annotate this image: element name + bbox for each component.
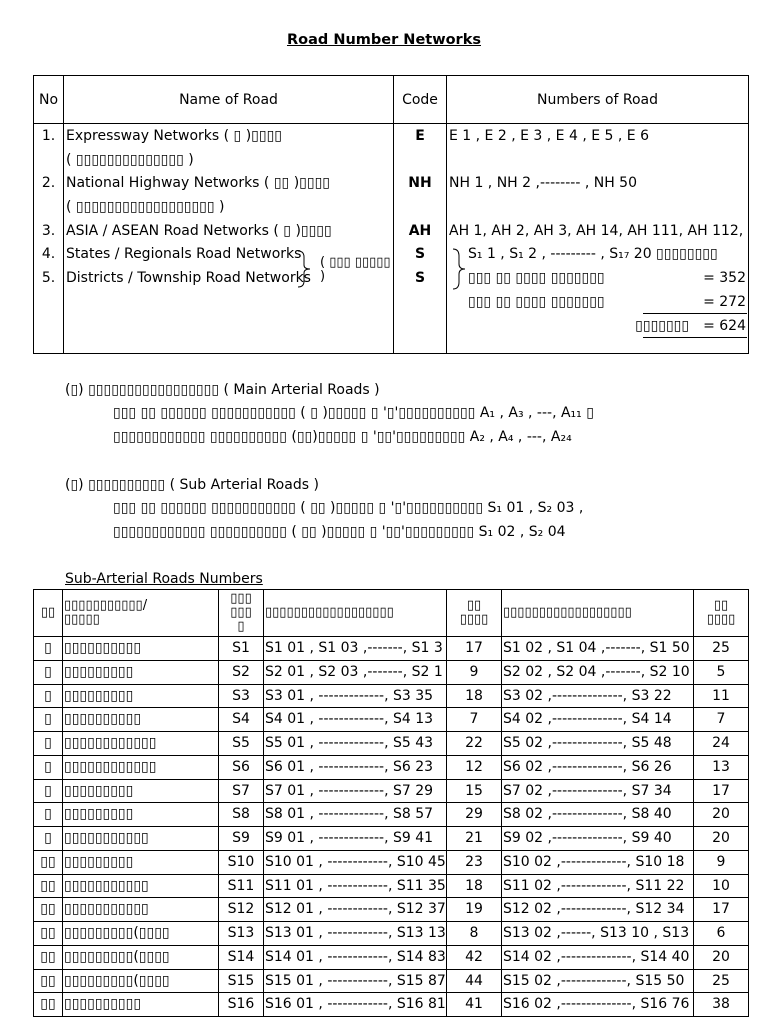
cell-even: S14 02 ,--------------, S14 40 (502, 945, 694, 969)
cell-name: ▯▯▯▯▯▯▯▯▯(▯▯▯▯ (63, 922, 219, 946)
table-row (34, 732, 749, 756)
cell-name: ▯▯▯▯▯▯▯▯▯ (63, 850, 219, 874)
cell-odd: S6 01 , -------------, S6 23 (264, 755, 447, 779)
subtotal-value: = 272 (703, 293, 746, 310)
cell-odd: S5 01 , -------------, S5 43 (264, 732, 447, 756)
road-no: 2. (41, 175, 56, 192)
cell-odd: S13 01 , ------------, S13 13 (264, 922, 447, 946)
cell-code: S13 (219, 922, 264, 946)
header-text: ▯▯▯▯▯ (64, 612, 100, 627)
road-name: ASIA / ASEAN Road Networks ( ▯ )▯▯▯▯ (66, 222, 332, 239)
cell-code: S16 (219, 993, 264, 1017)
cell-code: S15 (219, 969, 264, 993)
cell-odd: S16 01 , ------------, S16 81 (264, 993, 447, 1017)
blank-line (34, 315, 63, 339)
cell-no: ▯ (34, 827, 63, 851)
cell-no: ▯▯ (34, 850, 63, 874)
blank-line (394, 196, 446, 220)
header-text: ▯▯▯ (230, 605, 252, 620)
header-code (219, 590, 264, 637)
cell-even-count: 11 (694, 684, 749, 708)
cell-even-count: 5 (694, 660, 749, 684)
cell-even: S13 02 ,------, S13 10 , S13 (502, 922, 694, 946)
cell-no: ▯ (34, 732, 63, 756)
table-row (34, 779, 749, 803)
cell-no: ▯▯ (34, 945, 63, 969)
cell-odd-count: 17 (447, 637, 502, 661)
cell-code: S8 (219, 803, 264, 827)
cell-even-count: 7 (694, 708, 749, 732)
cell-name: ▯▯▯▯▯▯▯▯▯▯▯ (63, 898, 219, 922)
total-line (447, 315, 748, 339)
header-text: ▯▯▯▯▯▯▯▯▯▯▯▯▯▯▯▯▯▯ (265, 605, 394, 620)
cell-even: S11 02 ,-------------, S11 22 (502, 874, 694, 898)
cell-odd-count: 18 (447, 684, 502, 708)
cell-name: ▯▯▯▯▯▯▯▯▯ (63, 684, 219, 708)
header-text: ▯▯▯ (230, 591, 252, 606)
document-title: Road Number Networks (286, 32, 481, 48)
road-code: AH (408, 222, 432, 239)
road-no: 5. (41, 270, 56, 287)
cell-no: ▯ (34, 637, 63, 661)
cell-even-count: 17 (694, 898, 749, 922)
cell-code: S12 (219, 898, 264, 922)
road-code: S (414, 246, 426, 263)
road-name: ( ▯▯▯▯▯▯▯▯▯▯▯▯▯▯▯▯▯▯ ) (66, 199, 225, 216)
road-numbers: S₁ 1 , S₁ 2 , --------- , S₁₇ 20 ▯▯▯▯▯▯▯▯ (468, 246, 718, 263)
cell-no: ▯▯ (34, 874, 63, 898)
cell-no: ▯ (34, 660, 63, 684)
header-even-numbers (502, 590, 694, 637)
cell-even-count: 9 (694, 850, 749, 874)
cell-no: ▯ (34, 779, 63, 803)
cell-code: S9 (219, 827, 264, 851)
cell-name: ▯▯▯▯▯▯▯▯▯(▯▯▯▯ (63, 945, 219, 969)
cell-odd-count: 15 (447, 779, 502, 803)
sub-arterial-line: ▯▯▯ ▯▯ ▯▯▯▯▯▯ ▯▯▯▯▯▯▯▯▯▯▯ ( ▯▯ )▯▯▯▯▯ ▯ '▯'▯▯▯▯▯▯▯▯▯▯ S₁ 01 , S₂ 03 , (113, 500, 584, 516)
sub-arterial-header-row (34, 590, 749, 637)
cell-code: S1 (219, 637, 264, 661)
table-row (34, 684, 749, 708)
road-networks-header-row (34, 76, 749, 124)
road-name: National Highway Networks ( ▯▯ )▯▯▯▯ (66, 175, 330, 192)
sub-arterial-numbers-table (33, 589, 749, 1017)
cell-odd-count: 19 (447, 898, 502, 922)
cell-even-count: 24 (694, 732, 749, 756)
cell-name: ▯▯▯▯▯▯▯▯▯ (63, 803, 219, 827)
header-even-count (694, 590, 749, 637)
cell-even: S1 02 , S1 04 ,-------, S1 50 (502, 637, 694, 661)
table-row (34, 945, 749, 969)
table-row (34, 850, 749, 874)
cell-odd: S8 01 , -------------, S8 57 (264, 803, 447, 827)
blank-line (394, 149, 446, 173)
cell-odd: S2 01 , S2 03 ,-------, S2 1 (264, 660, 447, 684)
cell-even: S5 02 ,--------------, S5 48 (502, 732, 694, 756)
brace-note-line: ) (320, 269, 326, 284)
cell-odd-count: 21 (447, 827, 502, 851)
cell-no: ▯▯ (34, 898, 63, 922)
cell-even-count: 20 (694, 945, 749, 969)
cell-odd-count: 9 (447, 660, 502, 684)
cell-odd: S1 01 , S1 03 ,-------, S1 3 (264, 637, 447, 661)
cell-even: S16 02 ,--------------, S16 76 (502, 993, 694, 1017)
blank-line (34, 291, 63, 315)
cell-name: ▯▯▯▯▯▯▯▯▯▯▯▯ (63, 732, 219, 756)
table-row (34, 827, 749, 851)
total-rule (643, 337, 747, 338)
cell-odd: S7 01 , -------------, S7 29 (264, 779, 447, 803)
header-no (34, 590, 63, 637)
road-numbers: E 1 , E 2 , E 3 , E 4 , E 5 , E 6 (449, 128, 649, 144)
brace-note (320, 256, 393, 284)
cell-even-count: 25 (694, 637, 749, 661)
sub-arterial-line: ▯▯▯▯▯▯▯▯▯▯▯▯ ▯▯▯▯▯▯▯▯▯▯ ( ▯▯ )▯▯▯▯▯ ▯ '▯▯'▯▯▯▯▯▯▯▯▯ S₁ 02 , S₂ 04 (113, 524, 566, 540)
cell-even: S7 02 ,--------------, S7 34 (502, 779, 694, 803)
cell-code: S6 (219, 755, 264, 779)
road-no-column (34, 124, 64, 354)
sub-arterial-heading: (▯) ▯▯▯▯▯▯▯▯▯▯ ( Sub Arterial Roads ) (65, 477, 319, 493)
blank-line (447, 196, 748, 220)
header-text: ▯▯▯▯ (459, 612, 489, 627)
table-row (34, 755, 749, 779)
cell-even: S4 02 ,--------------, S4 14 (502, 708, 694, 732)
cell-name: ▯▯▯▯▯▯▯▯▯▯ (63, 637, 219, 661)
header-text: ▯▯ (466, 598, 482, 613)
cell-odd: S11 01 , ------------, S11 35 (264, 874, 447, 898)
table-row (34, 969, 749, 993)
cell-even: S15 02 ,-------------, S15 50 (502, 969, 694, 993)
cell-name: ▯▯▯▯▯▯▯▯▯▯▯ (63, 874, 219, 898)
cell-name: ▯▯▯▯▯▯▯▯▯▯▯ (63, 827, 219, 851)
header-text: ▯ (237, 619, 245, 634)
cell-name: ▯▯▯▯▯▯▯▯▯▯▯▯ (63, 755, 219, 779)
header-text: ▯▯▯▯ (706, 612, 736, 627)
cell-name: ▯▯▯▯▯▯▯▯▯ (63, 660, 219, 684)
cell-even-count: 38 (694, 993, 749, 1017)
cell-name: ▯▯▯▯▯▯▯▯▯▯ (63, 993, 219, 1017)
road-numbers: NH 1 , NH 2 ,-------- , NH 50 (449, 175, 637, 192)
cell-name: ▯▯▯▯▯▯▯▯▯▯ (63, 708, 219, 732)
header-name-of-road: Name of Road (64, 76, 394, 124)
cell-code: S3 (219, 684, 264, 708)
cell-even-count: 13 (694, 755, 749, 779)
main-arterial-line: ▯▯▯ ▯▯ ▯▯▯▯▯▯ ▯▯▯▯▯▯▯▯▯▯▯ ( ▯ )▯▯▯▯▯ ▯ '▯'▯▯▯▯▯▯▯▯▯▯ A₁ , A₃ , ---, A₁₁ ▯ (113, 405, 594, 421)
cell-odd-count: 18 (447, 874, 502, 898)
total-value: = 624 (703, 317, 746, 334)
cell-even-count: 25 (694, 969, 749, 993)
road-name: Expressway Networks ( ▯ )▯▯▯▯ (66, 128, 282, 144)
road-name-column (64, 124, 394, 354)
cell-odd: S15 01 , ------------, S15 87 (264, 969, 447, 993)
main-arterial-heading: (▯) ▯▯▯▯▯▯▯▯▯▯▯▯▯▯▯▯▯ ( Main Arterial Roads ) (65, 382, 380, 398)
cell-even-count: 10 (694, 874, 749, 898)
cell-code: S4 (219, 708, 264, 732)
cell-code: S2 (219, 660, 264, 684)
cell-odd: S3 01 , -------------, S3 35 (264, 684, 447, 708)
cell-name: ▯▯▯▯▯▯▯▯▯(▯▯▯▯ (63, 969, 219, 993)
cell-even: S12 02 ,-------------, S12 34 (502, 898, 694, 922)
cell-odd-count: 8 (447, 922, 502, 946)
blank-line (64, 291, 393, 315)
cell-even-count: 6 (694, 922, 749, 946)
cell-odd: S14 01 , ------------, S14 83 (264, 945, 447, 969)
road-code: E (415, 128, 425, 144)
header-text: ▯▯ (40, 605, 56, 620)
cell-odd: S9 01 , -------------, S9 41 (264, 827, 447, 851)
cell-code: S11 (219, 874, 264, 898)
cell-even: S9 02 ,--------------, S9 40 (502, 827, 694, 851)
cell-odd-count: 29 (447, 803, 502, 827)
header-no: No (34, 76, 64, 124)
table-row (34, 637, 749, 661)
cell-odd-count: 22 (447, 732, 502, 756)
total-label: ▯▯▯▯▯▯▯ (635, 317, 690, 334)
table-row (34, 708, 749, 732)
sub-arterial-table-title: Sub-Arterial Roads Numbers (65, 571, 263, 587)
blank-line (64, 315, 393, 339)
subtotal-rule (643, 313, 747, 314)
table-row (34, 803, 749, 827)
cell-even: S6 02 ,--------------, S6 26 (502, 755, 694, 779)
cell-odd-count: 41 (447, 993, 502, 1017)
table-row (34, 898, 749, 922)
blank-line (34, 149, 63, 173)
road-no: 3. (41, 222, 56, 239)
main-arterial-line: ▯▯▯▯▯▯▯▯▯▯▯▯ ▯▯▯▯▯▯▯▯▯▯ (▯▯)▯▯▯▯▯ ▯ '▯▯'▯▯▯▯▯▯▯▯▯ A₂ , A₄ , ---, A₂₄ (113, 429, 572, 445)
cell-odd: S10 01 , ------------, S10 45 (264, 850, 447, 874)
blank-line (394, 315, 446, 339)
cell-code: S5 (219, 732, 264, 756)
cell-even-count: 17 (694, 779, 749, 803)
cell-odd-count: 23 (447, 850, 502, 874)
table-row (34, 993, 749, 1017)
cell-no: ▯▯ (34, 922, 63, 946)
cell-odd-count: 44 (447, 969, 502, 993)
cell-code: S14 (219, 945, 264, 969)
cell-even-count: 20 (694, 827, 749, 851)
brace-note-line: ( ▯▯▯ ▯▯▯▯▯ (320, 256, 391, 270)
road-numbers-column (447, 124, 749, 354)
header-text: ▯▯▯▯▯▯▯▯▯▯▯/ (64, 598, 148, 613)
cell-odd-count: 7 (447, 708, 502, 732)
cell-no: ▯ (34, 803, 63, 827)
blank-line (34, 196, 63, 220)
header-text: ▯▯▯▯▯▯▯▯▯▯▯▯▯▯▯▯▯▯ (503, 605, 632, 620)
cell-no: ▯▯ (34, 969, 63, 993)
curly-brace (297, 250, 311, 288)
road-code: S (414, 270, 426, 287)
subtotal-label: ▯▯▯ ▯▯ ▯▯▯▯ ▯▯▯▯▯▯▯ (468, 293, 605, 310)
header-text: ▯▯ (713, 598, 729, 613)
road-name: ( ▯▯▯▯▯▯▯▯▯▯▯▯▯▯ ) (66, 151, 194, 168)
cell-no: ▯ (34, 755, 63, 779)
curly-brace (452, 248, 466, 290)
header-odd-numbers (264, 590, 447, 637)
subtotal-line (447, 291, 748, 315)
cell-odd: S12 01 , ------------, S12 37 (264, 898, 447, 922)
cell-even: S2 02 , S2 04 ,-------, S2 10 (502, 660, 694, 684)
cell-even-count: 20 (694, 803, 749, 827)
header-code: Code (394, 76, 447, 124)
cell-odd: S4 01 , -------------, S4 13 (264, 708, 447, 732)
cell-name: ▯▯▯▯▯▯▯▯▯ (63, 779, 219, 803)
road-code-column (394, 124, 447, 354)
cell-odd-count: 12 (447, 755, 502, 779)
blank-line (394, 291, 446, 315)
blank-line (447, 149, 748, 173)
cell-even: S8 02 ,--------------, S8 40 (502, 803, 694, 827)
road-networks-table (33, 75, 749, 354)
header-odd-count (447, 590, 502, 637)
cell-code: S7 (219, 779, 264, 803)
cell-even: S3 02 ,--------------, S3 22 (502, 684, 694, 708)
header-numbers-of-road: Numbers of Road (447, 76, 749, 124)
road-no: 4. (41, 246, 56, 263)
road-network-body-row (34, 124, 749, 354)
cell-no: ▯ (34, 708, 63, 732)
cell-no: ▯▯ (34, 993, 63, 1017)
cell-code: S10 (219, 850, 264, 874)
subtotal-label: ▯▯▯ ▯▯ ▯▯▯▯ ▯▯▯▯▯▯▯ (468, 270, 605, 287)
subtotal-line (447, 267, 748, 291)
subtotal-value: = 352 (703, 270, 746, 287)
table-row (34, 660, 749, 684)
table-row (34, 922, 749, 946)
cell-no: ▯ (34, 684, 63, 708)
road-no: 1. (41, 128, 56, 144)
road-name: States / Regionals Road Networks (66, 246, 302, 263)
table-row (34, 874, 749, 898)
road-numbers: AH 1, AH 2, AH 3, AH 14, AH 111, AH 112, (449, 222, 744, 239)
road-name: Districts / Township Road Networks (66, 270, 311, 287)
cell-even: S10 02 ,-------------, S10 18 (502, 850, 694, 874)
cell-odd-count: 42 (447, 945, 502, 969)
header-region (63, 590, 219, 637)
sub-arterial-body (34, 637, 749, 1017)
road-code: NH (408, 175, 432, 192)
